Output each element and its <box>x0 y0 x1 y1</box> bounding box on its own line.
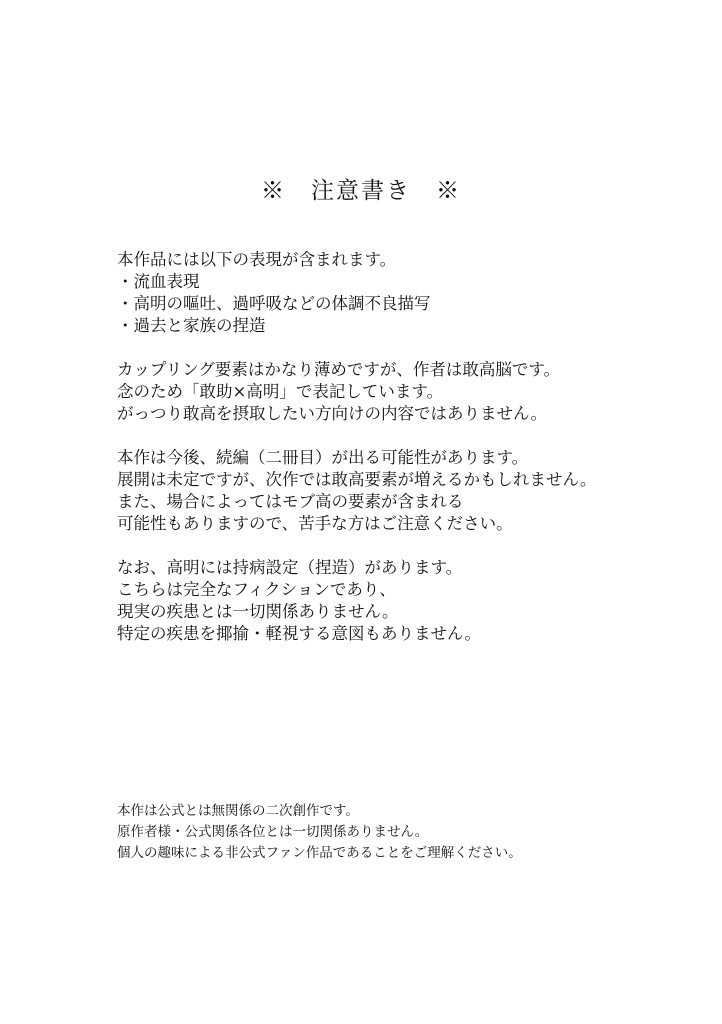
text-line: 念のため「敢助×高明」で表記しています。 <box>117 382 444 401</box>
paragraph-fiction-disclaimer <box>117 557 697 645</box>
text-line: ・過去と家族の捏造 <box>117 316 266 335</box>
footer-disclaimer <box>117 801 697 864</box>
page-title: ※ 注意書き ※ <box>261 178 461 204</box>
notice-body <box>117 249 697 667</box>
text-line: カップリング要素はかなり薄めですが、作者は敢高脳です。 <box>117 360 561 379</box>
text-line: 特定の疾患を揶揄・軽視する意図もありません。 <box>117 624 481 643</box>
text-line: こちらは完全なフィクションであり、 <box>117 580 396 599</box>
text-line: ・高明の嘔吐、過呼吸などの体調不良描写 <box>117 294 431 313</box>
paragraph-content-warnings <box>117 249 697 337</box>
text-line: 本作品には以下の表現が含まれます。 <box>117 250 397 269</box>
footer-line: 本作は公式とは無関係の二次創作です。 <box>117 803 359 819</box>
text-line: また、場合によってはモブ高の要素が含まれる <box>117 492 464 511</box>
text-line: なお、高明には持病設定（捏造）があります。 <box>117 558 463 577</box>
text-line: 可能性もありますので、苦手な方はご注意ください。 <box>117 514 513 533</box>
text-line: 現実の疾患とは一切関係ありません。 <box>117 602 399 621</box>
text-line: 本作は今後、続編（二冊目）が出る可能性があります。 <box>117 448 529 467</box>
text-line: がっつり敢高を摂取したい方向けの内容ではありません。 <box>117 404 547 423</box>
paragraph-coupling-note <box>117 359 697 425</box>
paragraph-sequel-note <box>117 447 697 535</box>
text-line: 展開は未定ですが、次作では敢高要素が増えるかもしれません。 <box>117 470 597 489</box>
text-line: ・流血表現 <box>117 272 200 291</box>
footer-line: 原作者様・公式関係各位とは一切関係ありません。 <box>117 824 429 840</box>
footer-line: 個人の趣味による非公式ファン作品であることをご理解ください。 <box>117 845 522 861</box>
